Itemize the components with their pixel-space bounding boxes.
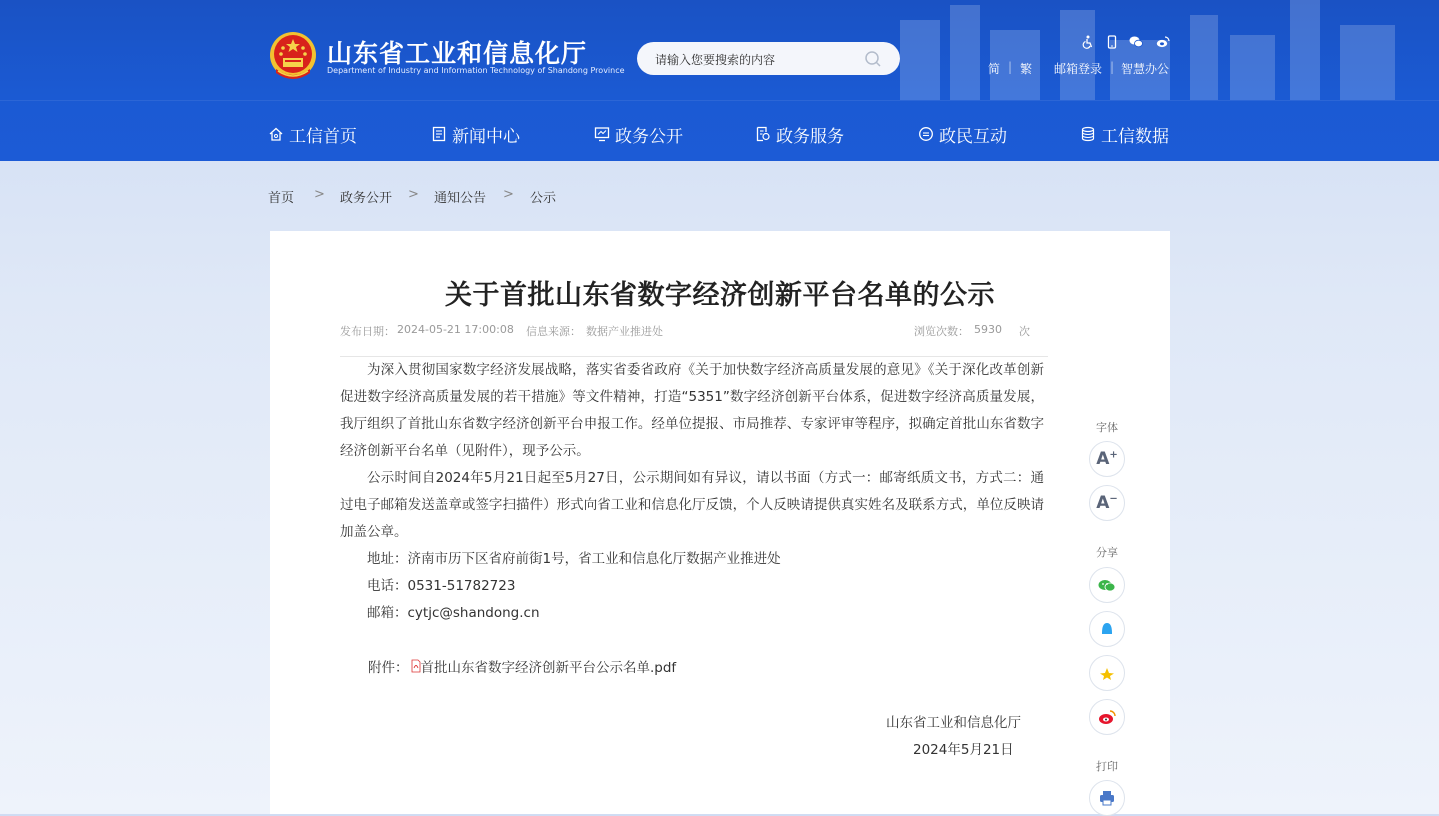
contact-email: 邮箱：cytjc@shandong.cn <box>367 605 540 621</box>
printer-icon <box>1097 788 1117 808</box>
search-input[interactable] <box>653 42 867 77</box>
paragraph: 为深入贯彻国家数字经济发展战略，落实省委省政府《关于加快数字经济高质量发展的意见》《关于深化改革创新促进数字经济高质量发展的若干措施》等文件精神，打造“5351”数字经济创新平台体系，促进数字经济高质量发展，我厅组织了首批山东省数字经济创新平台申报工作。经单位提报、市局推荐、专家评审等程序，拟确定首批山东省数字经济创新平台名单（见附件），现予公示。 <box>340 362 1044 459</box>
service-icon <box>755 126 771 142</box>
share-qq-button[interactable] <box>1089 611 1125 647</box>
breadcrumb-separator: > <box>408 187 419 202</box>
home-icon <box>268 126 284 142</box>
font-increase-button[interactable] <box>1089 441 1125 477</box>
attachment-row <box>368 656 676 676</box>
chat-icon <box>918 126 934 142</box>
weibo-share-icon <box>1097 707 1117 727</box>
article-body <box>340 357 1044 627</box>
nav-item-news[interactable] <box>431 118 520 150</box>
breadcrumb-gov-affairs[interactable]: 政务公开 <box>340 191 393 206</box>
link-separator: | <box>1110 60 1115 74</box>
nav-label: 政民互动 <box>939 126 1007 147</box>
source-label: 信息来源： <box>526 325 581 338</box>
font-decrease-icon: A− <box>1096 493 1118 513</box>
top-links <box>980 60 1170 76</box>
monitor-icon <box>594 126 610 142</box>
views-label: 浏览次数： <box>914 325 969 338</box>
signature-date: 2024年5月21日 <box>913 742 1014 758</box>
share-wechat-button[interactable] <box>1089 567 1125 603</box>
main-nav <box>268 118 1170 150</box>
header-divider <box>0 100 1439 101</box>
breadcrumb-separator: > <box>314 187 325 202</box>
font-decrease-glyph: A <box>1096 493 1110 513</box>
article-title: 关于首批山东省数字经济创新平台名单的公示 <box>445 280 995 311</box>
weibo-icon[interactable] <box>1156 35 1170 49</box>
font-decrease-button[interactable] <box>1089 485 1125 521</box>
smart-office-link[interactable]: 智慧办公 <box>1121 62 1170 76</box>
qq-share-icon <box>1097 619 1117 639</box>
nav-item-data[interactable] <box>1080 118 1169 150</box>
share-label: 分享 <box>1096 546 1118 559</box>
nav-item-gov-service[interactable] <box>755 118 844 150</box>
site-title[interactable]: 山东省工业和信息化厅 <box>327 39 588 68</box>
nav-label: 政务服务 <box>776 126 844 147</box>
mail-login-link[interactable]: 邮箱登录 <box>1054 62 1103 76</box>
nav-label: 新闻中心 <box>452 126 520 147</box>
source-value: 数据产业推进处 <box>586 325 663 338</box>
contact-phone: 电话：0531-51782723 <box>367 578 516 594</box>
qzone-share-icon <box>1097 663 1117 683</box>
contact-address: 地址：济南市历下区省府前街1号，省工业和信息化厅数据产业推进处 <box>367 551 781 567</box>
site-header <box>0 0 1439 161</box>
tool-icons <box>1078 35 1174 51</box>
national-emblem-logo[interactable] <box>268 31 318 83</box>
breadcrumb-notices[interactable]: 通知公告 <box>434 191 487 206</box>
font-size-label: 字体 <box>1096 421 1118 434</box>
nav-label: 工信数据 <box>1101 126 1169 147</box>
paragraph: 公示时间自2024年5月21日起至5月27日，公示期间如有异议，请以书面（方式一：邮寄纸质文书，方式二：通过电子邮箱发送盖章或签字扫描件）形式向省工业和信息化厅反馈，个人反映请提供真实姓名及联系方式，单位反映请加盖公章。 <box>340 470 1044 540</box>
nav-item-interaction[interactable] <box>918 118 1007 150</box>
publish-date: 2024-05-21 17:00:08 <box>397 323 514 336</box>
search-icon[interactable] <box>864 50 882 68</box>
mobile-icon[interactable] <box>1105 35 1119 49</box>
database-icon <box>1080 126 1096 142</box>
share-qzone-button[interactable] <box>1089 655 1125 691</box>
print-button[interactable] <box>1089 780 1125 816</box>
font-increase-glyph: A <box>1096 449 1110 469</box>
breadcrumb-home[interactable]: 首页 <box>268 191 295 206</box>
nav-label: 政务公开 <box>615 126 683 147</box>
views-unit: 次 <box>1019 325 1030 338</box>
font-increase-icon: A+ <box>1096 449 1118 469</box>
breadcrumb-current[interactable]: 公示 <box>530 191 557 206</box>
accessibility-icon[interactable] <box>1081 35 1095 49</box>
simplified-chinese-link[interactable]: 简 <box>988 62 1001 76</box>
breadcrumb-separator: > <box>503 187 514 202</box>
share-weibo-button[interactable] <box>1089 699 1125 735</box>
attachment-link[interactable]: 首批山东省数字经济创新平台公示名单.pdf <box>420 660 677 676</box>
wechat-share-icon <box>1097 575 1117 595</box>
pdf-icon <box>411 659 421 673</box>
nav-label: 工信首页 <box>289 126 357 147</box>
wechat-icon[interactable] <box>1129 35 1143 49</box>
link-separator: | <box>1008 60 1013 74</box>
traditional-chinese-link[interactable]: 繁 <box>1020 62 1033 76</box>
attachment-label: 附件： <box>368 660 409 676</box>
print-label: 打印 <box>1096 760 1118 773</box>
signature-organization: 山东省工业和信息化厅 <box>886 715 1021 731</box>
nav-item-gov-affairs[interactable] <box>594 118 683 150</box>
nav-item-home[interactable] <box>268 118 357 150</box>
news-icon <box>431 126 447 142</box>
publish-date-label: 发布日期： <box>340 325 395 338</box>
site-subtitle: Department of Industry and Information Technology of Shandong Province <box>327 66 625 75</box>
views-count: 5930 <box>974 323 1002 336</box>
search-box <box>637 42 900 75</box>
article-panel <box>270 231 1170 814</box>
